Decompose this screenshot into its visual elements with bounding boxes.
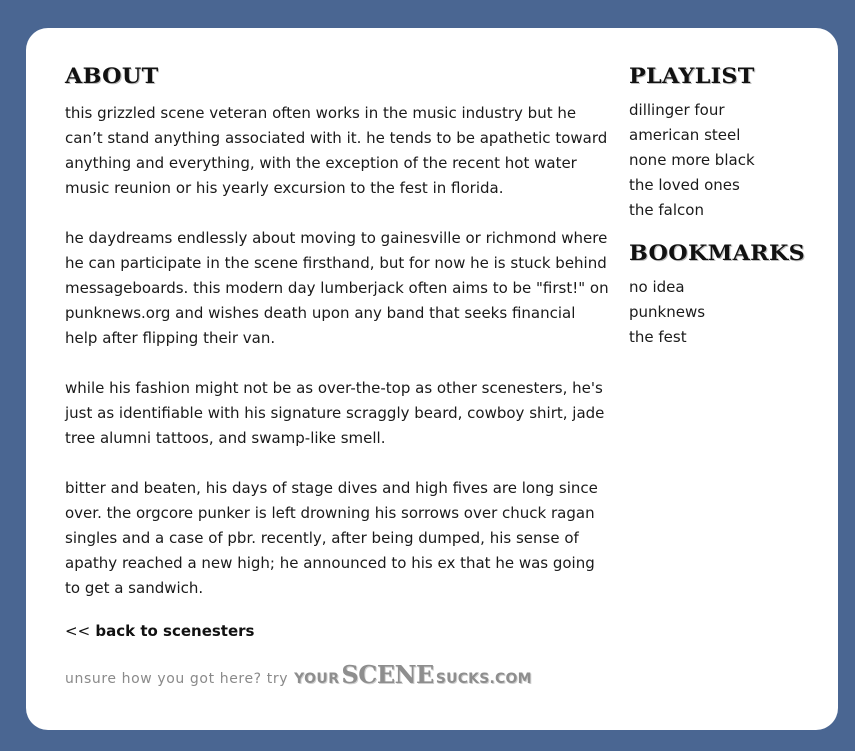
footer: [65, 660, 610, 689]
playlist-list: [629, 98, 829, 223]
content-card: [26, 28, 838, 730]
bookmark-item[interactable]: punknews: [629, 303, 706, 321]
bookmark-item[interactable]: no idea: [629, 278, 685, 296]
about-section: [65, 62, 610, 689]
playlist-item[interactable]: the falcon: [629, 201, 704, 219]
bookmark-item[interactable]: the fest: [629, 328, 687, 346]
back-arrows: <<: [65, 622, 91, 640]
bookmarks-heading: BOOKMARKS: [629, 240, 806, 265]
bookmarks-list: [629, 275, 829, 350]
about-paragraph-2: he daydreams endlessly about moving to gainesville or richmond where he can participate in the scene firsthand, but for now he is stuck behind messageboards. this modern day lumberjack often aims to be "first!" on punknews.org and wishes death upon any band that seeks financial help after flipping their van.: [65, 229, 609, 347]
about-heading: ABOUT: [65, 63, 159, 88]
sidebar: [629, 62, 829, 366]
playlist-item[interactable]: none more black: [629, 151, 755, 169]
back-link-label: back to scenesters: [95, 622, 255, 640]
back-to-scenesters-link[interactable]: [65, 621, 610, 641]
about-paragraph-3: while his fashion might not be as over-the-top as other scenesters, he's just as identifiable with his signature scraggly beard, cowboy shirt, jade tree alumni tattoos, and swamp-like smell.: [65, 379, 605, 447]
about-paragraph-4: bitter and beaten, his days of stage dives and high fives are long since over. the orgcore punker is left drowning his sorrows over chuck ragan singles and a case of pbr. recently, after being dumped, his sense of apathy reached a new high; he announced to his ex that he was going to get a sandwich.: [65, 479, 598, 597]
playlist-item[interactable]: american steel: [629, 126, 741, 144]
yourscenesucks-logo-link[interactable]: [294, 660, 532, 689]
about-paragraph-1: this grizzled scene veteran often works in the music industry but he can’t stand anything associated with it. he tends to be apathetic toward anything and everything, with the exception of the recent hot water music reunion or his yearly excursion to the fest in florida.: [65, 104, 608, 197]
logo-word-your: YOUR: [294, 671, 340, 687]
footer-text: unsure how you got here? try: [65, 671, 289, 687]
playlist-item[interactable]: dillinger four: [629, 101, 725, 119]
playlist-item[interactable]: the loved ones: [629, 176, 740, 194]
playlist-heading: PLAYLIST: [629, 63, 755, 88]
logo-word-scene: SCENE: [341, 660, 434, 689]
logo-word-sucks: SUCKS.COM: [435, 671, 532, 687]
